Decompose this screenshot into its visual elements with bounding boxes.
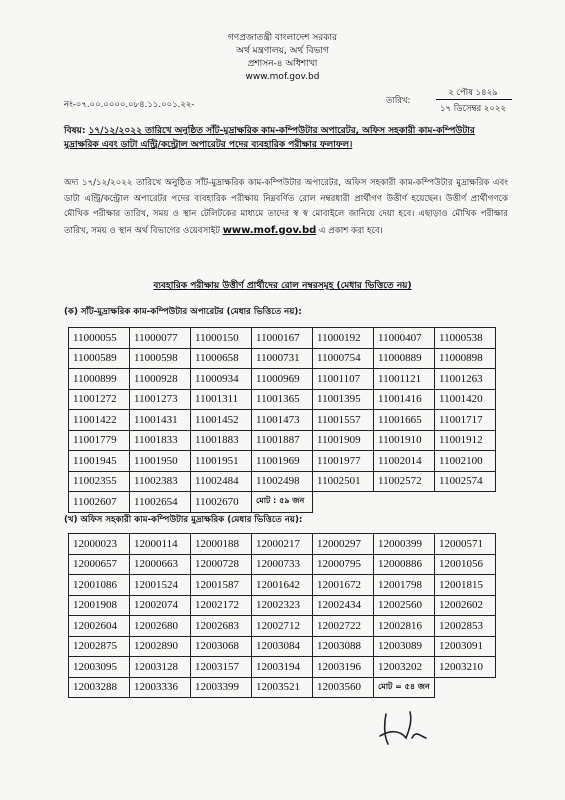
roll-number-cell: 11000889	[374, 348, 435, 369]
roll-number-cell: 12003202	[374, 657, 435, 678]
roll-number-cell: 11001365	[252, 389, 313, 410]
roll-number-cell: 11002498	[252, 471, 313, 492]
roll-number-cell: 12001086	[69, 575, 130, 596]
roll-number-cell: 11001945	[69, 451, 130, 472]
roll-number-cell: 11002484	[191, 471, 252, 492]
roll-number-cell: 11000538	[435, 328, 496, 349]
group-a-roll-table	[68, 327, 496, 513]
roll-number-cell: 11002383	[130, 471, 191, 492]
roll-number-cell: 12002683	[191, 616, 252, 637]
ministry-name: অর্থ মন্ত্রণালয়, অর্থ বিভাগ	[236, 46, 329, 56]
roll-number-cell: 12003091	[435, 636, 496, 657]
roll-number-cell: 11001912	[435, 430, 496, 451]
empty-cell	[435, 492, 496, 513]
roll-number-cell: 11000150	[191, 328, 252, 349]
roll-number-cell: 12003210	[435, 657, 496, 678]
roll-number-cell: 11002574	[435, 471, 496, 492]
roll-number-cell: 11001121	[374, 369, 435, 390]
roll-number-cell: 11001273	[130, 389, 191, 410]
roll-number-cell: 11001883	[191, 430, 252, 451]
roll-number-cell: 11000407	[374, 328, 435, 349]
empty-cell	[313, 492, 374, 513]
empty-cell	[374, 492, 435, 513]
roll-number-cell: 12003288	[69, 677, 130, 698]
roll-number-cell: 11001395	[313, 389, 374, 410]
table-row	[69, 534, 496, 555]
roll-number-cell: 11000898	[435, 348, 496, 369]
roll-number-cell: 12000663	[130, 554, 191, 575]
roll-number-cell: 12002722	[313, 616, 374, 637]
roll-number-cell: 12000728	[191, 554, 252, 575]
govt-name: গণপ্রজাতন্ত্রী বাংলাদেশ সরকার	[227, 33, 338, 43]
table-row	[69, 328, 496, 349]
table-row	[69, 430, 496, 451]
roll-number-cell: 12001056	[435, 554, 496, 575]
roll-number-cell: 11000754	[313, 348, 374, 369]
roll-number-cell: 11001272	[69, 389, 130, 410]
roll-number-cell: 12000114	[130, 534, 191, 555]
empty-cell	[435, 677, 496, 698]
roll-number-cell: 12000571	[435, 534, 496, 555]
roll-number-cell: 12000297	[313, 534, 374, 555]
roll-number-cell: 12002434	[313, 595, 374, 616]
roll-number-cell: 12001587	[191, 575, 252, 596]
group-a-total-count: মোট : ৫৯ জন	[252, 492, 313, 513]
roll-number-cell: 12002560	[374, 595, 435, 616]
roll-number-cell: 11002014	[374, 451, 435, 472]
signature-mark	[376, 708, 436, 748]
roll-number-cell: 12001815	[435, 575, 496, 596]
roll-number-cell: 12002602	[435, 595, 496, 616]
roll-number-cell: 12003196	[313, 657, 374, 678]
branch-name: প্রশাসন-৪ অধিশাখা	[247, 59, 318, 69]
body-tail: এ প্রকাশ করা হবে।	[319, 225, 383, 236]
section-title: ব্যবহারিক পরীক্ষায় উত্তীর্ণ প্রার্থীদের রোল নম্বরসমূহ (মেধার ভিত্তিতে নয়)	[153, 281, 412, 291]
roll-number-cell: 11001431	[130, 410, 191, 431]
roll-number-cell: 12000217	[252, 534, 313, 555]
roll-number-cell: 12001798	[374, 575, 435, 596]
roll-number-cell: 12002680	[130, 616, 191, 637]
body-paragraph	[64, 176, 508, 239]
roll-number-cell: 11001422	[69, 410, 130, 431]
roll-number-cell: 12000795	[313, 554, 374, 575]
roll-number-cell: 11000598	[130, 348, 191, 369]
roll-number-cell: 11000167	[252, 328, 313, 349]
date-english: ১৭ ডিসেম্বর ২০২২	[440, 104, 506, 114]
table-row	[69, 369, 496, 390]
roll-number-cell: 11001665	[374, 410, 435, 431]
group-b-total-count: মোট = ৫৪ জন	[374, 677, 435, 698]
body-website-link[interactable]: www.mof.gov.bd	[222, 224, 317, 236]
roll-number-cell: 12003095	[69, 657, 130, 678]
roll-number-cell: 12001908	[69, 595, 130, 616]
roll-number-cell: 12003336	[130, 677, 191, 698]
subject-line	[64, 124, 504, 152]
roll-number-cell: 12003560	[313, 677, 374, 698]
roll-number-cell: 12003157	[191, 657, 252, 678]
group-a-heading: (ক) সাঁট-মুদ্রাক্ষরিক কাম-কম্পিউটার অপারেটর (মেধার ভিত্তিতে নয়):	[64, 307, 302, 317]
roll-number-cell: 11000899	[69, 369, 130, 390]
roll-number-cell: 12000733	[252, 554, 313, 575]
roll-number-cell: 11001416	[374, 389, 435, 410]
roll-number-cell: 11001557	[313, 410, 374, 431]
roll-number-cell: 12002172	[191, 595, 252, 616]
roll-number-cell: 12001524	[130, 575, 191, 596]
table-row	[69, 389, 496, 410]
table-row	[69, 348, 496, 369]
roll-number-cell: 11000658	[191, 348, 252, 369]
roll-number-cell: 12003521	[252, 677, 313, 698]
roll-number-cell: 11001950	[130, 451, 191, 472]
table-row	[69, 410, 496, 431]
roll-number-cell: 11001977	[313, 451, 374, 472]
table-row	[69, 677, 496, 698]
header-website: www.mof.gov.bd	[245, 72, 320, 82]
roll-number-cell: 12002604	[69, 616, 130, 637]
roll-number-cell: 12003088	[313, 636, 374, 657]
roll-number-cell: 11001887	[252, 430, 313, 451]
roll-number-cell: 11000928	[130, 369, 191, 390]
roll-number-cell: 12002890	[130, 636, 191, 657]
roll-number-cell: 12002875	[69, 636, 130, 657]
table-row	[69, 575, 496, 596]
roll-number-cell: 11001473	[252, 410, 313, 431]
roll-number-cell: 11000055	[69, 328, 130, 349]
roll-number-cell: 11000077	[130, 328, 191, 349]
roll-number-cell: 11001833	[130, 430, 191, 451]
roll-number-cell: 12002853	[435, 616, 496, 637]
roll-number-cell: 12002323	[252, 595, 313, 616]
table-row	[69, 657, 496, 678]
roll-number-cell: 11001910	[374, 430, 435, 451]
table-row	[69, 595, 496, 616]
table-row	[69, 492, 496, 513]
roll-number-cell: 11000934	[191, 369, 252, 390]
table-row	[69, 554, 496, 575]
roll-number-cell: 12003128	[130, 657, 191, 678]
table-row	[69, 451, 496, 472]
table-row	[69, 616, 496, 637]
subject-label: বিষয়:	[64, 126, 86, 136]
roll-number-cell: 12001642	[252, 575, 313, 596]
roll-number-cell: 11001969	[252, 451, 313, 472]
roll-number-cell: 12002074	[130, 595, 191, 616]
roll-number-cell: 11000589	[69, 348, 130, 369]
roll-number-cell: 11000969	[252, 369, 313, 390]
body-text: অদ্য ১৭/১২/২০২২ তারিখে অনুষ্ঠিত সাঁট-মুদ্রাক্ষরিক কাম-কম্পিউটার অপারেটর, অফিস সহকারী কাম-কম্পিউটার মুদ্রাক্ষরিক এবং ডাটা এন্ট্রি/কন্ট্রোল অপারেটর পদের ব্যবহারিক পরীক্ষায় নিম্নবর্ণিত রোল নম্বরধারী প্রার্থীগণ উত্তীর্ণ হয়েছেন। উত্তীর্ণ প্রার্থীগণকে মৌখিক পরীক্ষার তারিখ, সময় ও স্থান টেলিটকের মাধ্যমে তাদের স্ব স্ব মোবাইলে জানিয়ে দেয়া হবে। এছাড়াও মৌখিক পরীক্ষার তারিখ, সময় ও স্থান অর্থ বিভাগের ওয়েবসাইট	[64, 178, 508, 236]
roll-number-cell: 12000657	[69, 554, 130, 575]
roll-number-cell: 11000731	[252, 348, 313, 369]
date-bangla: ২ পৌষ ১৪২৯	[448, 88, 498, 98]
roll-number-cell: 11001420	[435, 389, 496, 410]
subject-text: ১৭/১২/২০২২ তারিখে অনুষ্ঠিত সাঁট-মুদ্রাক্ষরিক কাম-কম্পিউটার অপারেটর, অফিস সহকারী কাম-কম্পিউটার মুদ্রাক্ষরিক এবং ডাটা এন্ট্রি/কন্ট্রোল অপারেটর পদের ব্যবহারিক পরীক্ষার ফলাফল।	[64, 126, 475, 150]
roll-number-cell: 11002670	[191, 492, 252, 513]
roll-number-cell: 12001672	[313, 575, 374, 596]
letterhead	[0, 32, 565, 84]
roll-number-cell: 12002712	[252, 616, 313, 637]
roll-number-cell: 11001311	[191, 389, 252, 410]
roll-number-cell: 12003399	[191, 677, 252, 698]
date-divider	[436, 99, 512, 100]
roll-number-cell: 11001909	[313, 430, 374, 451]
roll-number-cell: 12000023	[69, 534, 130, 555]
roll-number-cell: 12002816	[374, 616, 435, 637]
roll-number-cell: 12000886	[374, 554, 435, 575]
table-row	[69, 471, 496, 492]
roll-number-cell: 11001452	[191, 410, 252, 431]
roll-number-cell: 11002654	[130, 492, 191, 513]
roll-number-cell: 12003089	[374, 636, 435, 657]
roll-number-cell: 11001263	[435, 369, 496, 390]
roll-number-cell: 11002355	[69, 471, 130, 492]
roll-number-cell: 11002100	[435, 451, 496, 472]
roll-number-cell: 11000192	[313, 328, 374, 349]
roll-number-cell: 12003084	[252, 636, 313, 657]
date-label: তারিখ:	[386, 96, 411, 106]
roll-number-cell: 12000188	[191, 534, 252, 555]
memo-number: নং-০৭.০০.০০০০.০৮৪.১১.০০১.২২-	[64, 100, 195, 110]
roll-number-cell: 11001779	[69, 430, 130, 451]
roll-number-cell: 11001107	[313, 369, 374, 390]
roll-number-cell: 11002501	[313, 471, 374, 492]
roll-number-cell: 12003194	[252, 657, 313, 678]
table-row	[69, 636, 496, 657]
roll-number-cell: 12000399	[374, 534, 435, 555]
roll-number-cell: 11002607	[69, 492, 130, 513]
group-b-roll-table	[68, 533, 496, 698]
roll-number-cell: 11001951	[191, 451, 252, 472]
group-b-heading: (খ) অফিস সহকারী কাম-কম্পিউটার মুদ্রাক্ষরিক (মেধার ভিত্তিতে নয়):	[64, 515, 303, 525]
roll-number-cell: 11002572	[374, 471, 435, 492]
roll-number-cell: 11001717	[435, 410, 496, 431]
roll-number-cell: 12003068	[191, 636, 252, 657]
